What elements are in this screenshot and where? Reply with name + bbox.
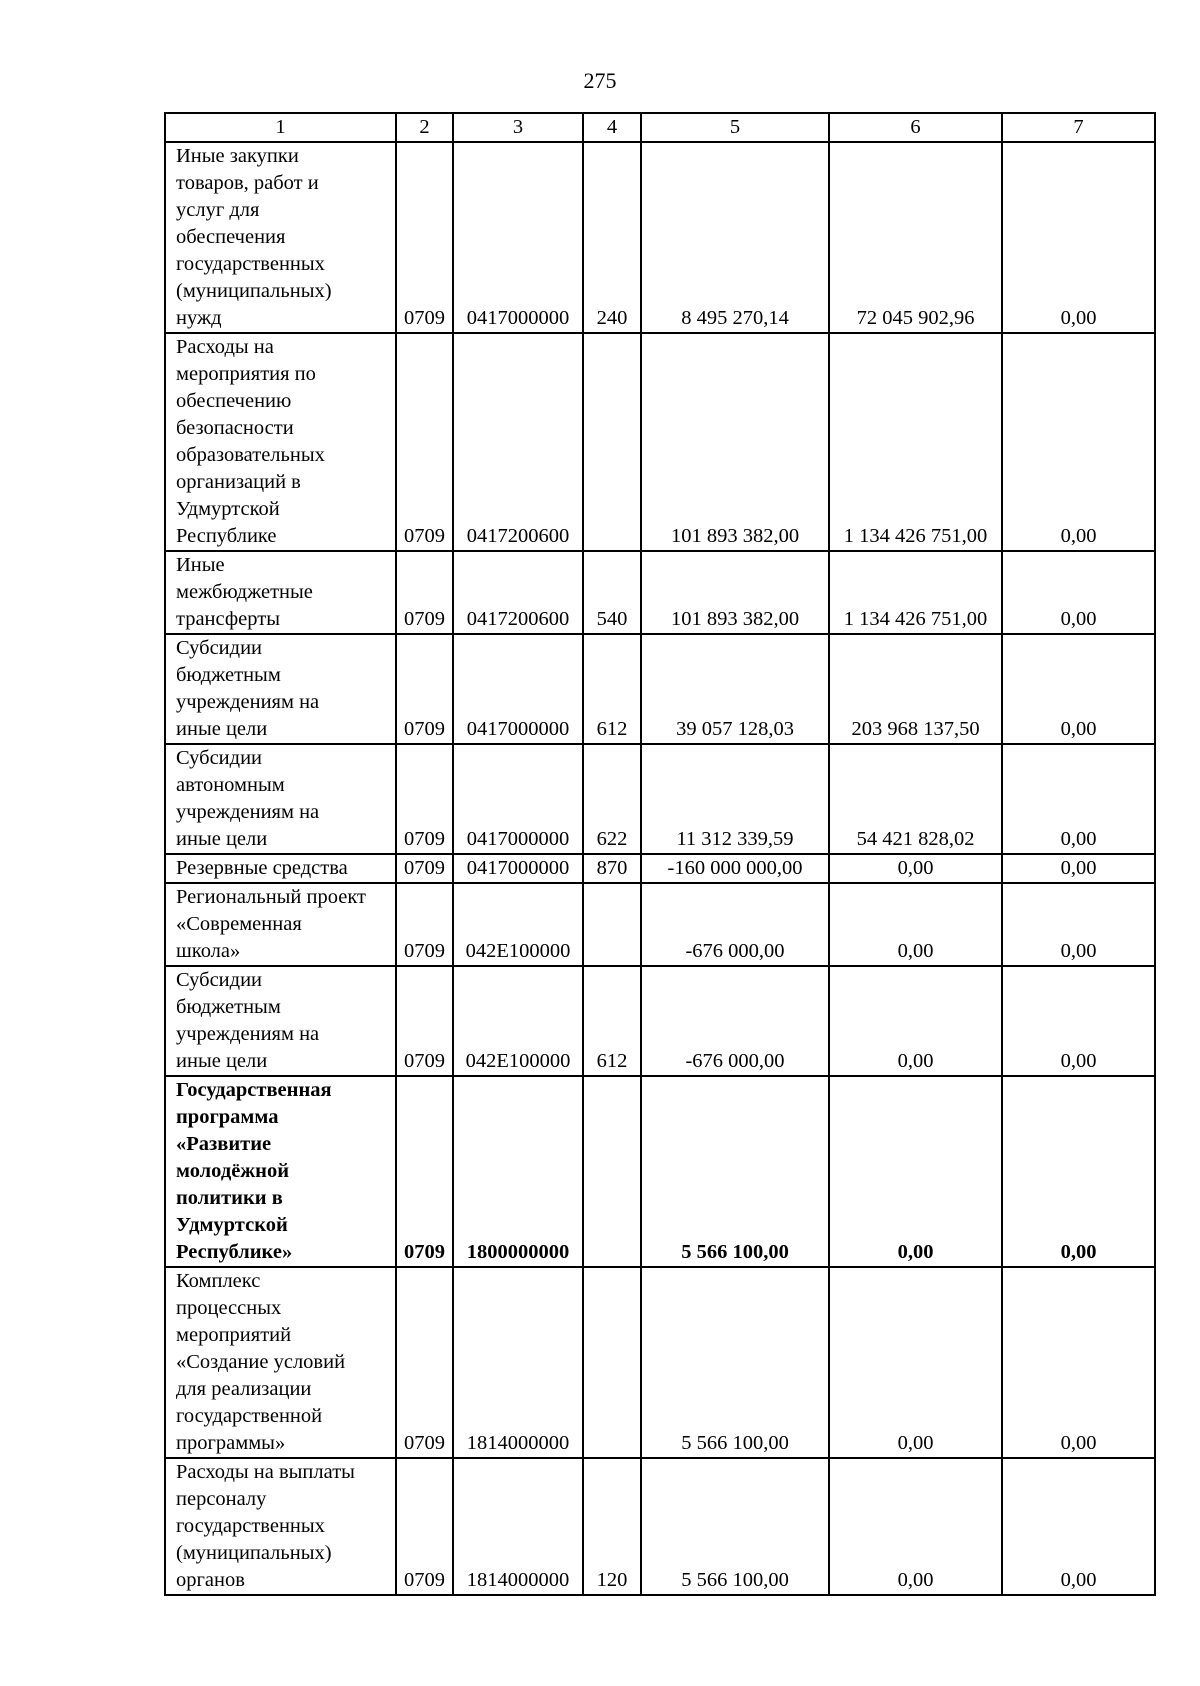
row-name-line: программа xyxy=(176,1106,279,1128)
row-name-line: иные цели xyxy=(176,1050,268,1072)
row-name-line: Расходы на выплаты xyxy=(176,1461,355,1483)
table-row xyxy=(165,1267,1155,1458)
row-name-line: Иные закупки xyxy=(176,145,299,167)
row-name-line: иные цели xyxy=(176,828,268,850)
target-article-cell: 1800000000 xyxy=(453,1076,583,1267)
table-row xyxy=(165,142,1155,333)
section-cell: 0709 xyxy=(396,333,453,551)
row-name-line: «Современная xyxy=(176,913,302,935)
target-article-cell: 042E100000 xyxy=(453,966,583,1076)
section-cell: 0709 xyxy=(396,744,453,854)
expense-type-cell: 120 xyxy=(583,1458,641,1595)
row-name-line: персоналу xyxy=(176,1488,267,1510)
amount-col7-cell: 0,00 xyxy=(1002,1267,1155,1458)
row-name-line: бюджетным xyxy=(176,996,281,1018)
amount-col6-cell: 1 134 426 751,00 xyxy=(829,333,1002,551)
amount-col6-cell: 0,00 xyxy=(829,854,1002,883)
amount-col5-cell: 8 495 270,14 xyxy=(641,142,829,333)
section-cell: 0709 xyxy=(396,634,453,744)
row-name-cell xyxy=(165,1267,396,1458)
amount-col7-cell: 0,00 xyxy=(1002,966,1155,1076)
header-col-4: 4 xyxy=(583,113,641,142)
row-name-line: иные цели xyxy=(176,718,268,740)
row-name-line: Комплекс xyxy=(176,1270,261,1292)
table-row xyxy=(165,854,1155,883)
amount-col7-cell: 0,00 xyxy=(1002,333,1155,551)
row-name-line: организаций в xyxy=(176,471,301,493)
expense-type-cell xyxy=(583,1267,641,1458)
row-name-line: Государственная xyxy=(176,1079,332,1101)
target-article-cell: 0417200600 xyxy=(453,551,583,634)
header-col-3: 3 xyxy=(453,113,583,142)
amount-col7-cell: 0,00 xyxy=(1002,854,1155,883)
row-name-line: Субсидии xyxy=(176,969,263,991)
row-name-line: обеспечению xyxy=(176,390,292,412)
amount-col5-cell: 101 893 382,00 xyxy=(641,551,829,634)
table-row xyxy=(165,744,1155,854)
header-col-1: 1 xyxy=(165,113,396,142)
table-row xyxy=(165,966,1155,1076)
amount-col7-cell: 0,00 xyxy=(1002,883,1155,966)
amount-col7-cell: 0,00 xyxy=(1002,1458,1155,1595)
header-col-5: 5 xyxy=(641,113,829,142)
row-name-cell xyxy=(165,883,396,966)
row-name-line: обеспечения xyxy=(176,226,286,248)
table-body xyxy=(165,113,1155,1595)
row-name-line: Резервные средства xyxy=(176,857,348,879)
expense-type-cell: 612 xyxy=(583,966,641,1076)
row-name-line: (муниципальных) xyxy=(176,280,332,302)
row-name-cell xyxy=(165,966,396,1076)
section-cell: 0709 xyxy=(396,854,453,883)
section-cell: 0709 xyxy=(396,883,453,966)
row-name-line: учреждениям на xyxy=(176,691,320,713)
row-name-line: «Развитие xyxy=(176,1133,272,1155)
target-article-cell: 1814000000 xyxy=(453,1458,583,1595)
table-row xyxy=(165,634,1155,744)
amount-col6-cell: 0,00 xyxy=(829,1267,1002,1458)
amount-col6-cell: 0,00 xyxy=(829,1458,1002,1595)
amount-col5-cell: 5 566 100,00 xyxy=(641,1267,829,1458)
row-name-line: Иные xyxy=(176,554,225,576)
row-name-cell xyxy=(165,551,396,634)
row-name-line: безопасности xyxy=(176,417,294,439)
amount-col7-cell: 0,00 xyxy=(1002,1076,1155,1267)
row-name-cell xyxy=(165,333,396,551)
header-col-2: 2 xyxy=(396,113,453,142)
row-name-line: молодёжной xyxy=(176,1160,290,1182)
row-name-line: государственных xyxy=(176,1515,325,1537)
row-name-line: государственных xyxy=(176,253,325,275)
row-name-line: нужд xyxy=(176,307,222,329)
row-name-line: автономным xyxy=(176,774,285,796)
amount-col5-cell: -160 000 000,00 xyxy=(641,854,829,883)
amount-col6-cell: 0,00 xyxy=(829,1076,1002,1267)
row-name-line: Республике» xyxy=(176,1241,293,1263)
target-article-cell: 1814000000 xyxy=(453,1267,583,1458)
row-name-line: школа» xyxy=(176,940,241,962)
expense-type-cell: 240 xyxy=(583,142,641,333)
row-name-cell xyxy=(165,142,396,333)
table-row xyxy=(165,1458,1155,1595)
expense-type-cell xyxy=(583,1076,641,1267)
row-name-cell xyxy=(165,744,396,854)
row-name-line: политики в xyxy=(176,1187,283,1209)
row-name-cell xyxy=(165,1458,396,1595)
target-article-cell: 0417200600 xyxy=(453,333,583,551)
row-name-line: для реализации xyxy=(176,1378,312,1400)
row-name-line: Субсидии xyxy=(176,637,263,659)
row-name-line: товаров, работ и xyxy=(176,172,319,194)
table-header-row xyxy=(165,113,1155,142)
amount-col7-cell: 0,00 xyxy=(1002,634,1155,744)
target-article-cell: 0417000000 xyxy=(453,744,583,854)
amount-col6-cell: 54 421 828,02 xyxy=(829,744,1002,854)
row-name-line: бюджетным xyxy=(176,664,281,686)
row-name-line: учреждениям на xyxy=(176,801,320,823)
row-name-line: Субсидии xyxy=(176,747,263,769)
section-cell: 0709 xyxy=(396,1267,453,1458)
amount-col5-cell: 5 566 100,00 xyxy=(641,1076,829,1267)
row-name-line: органов xyxy=(176,1569,245,1591)
row-name-cell xyxy=(165,1076,396,1267)
row-name-line: образовательных xyxy=(176,444,325,466)
row-name-line: Удмуртской xyxy=(176,1214,288,1236)
amount-col6-cell: 0,00 xyxy=(829,883,1002,966)
section-cell: 0709 xyxy=(396,1076,453,1267)
expense-type-cell: 870 xyxy=(583,854,641,883)
amount-col5-cell: 11 312 339,59 xyxy=(641,744,829,854)
expense-type-cell: 540 xyxy=(583,551,641,634)
amount-col5-cell: -676 000,00 xyxy=(641,883,829,966)
expense-type-cell: 622 xyxy=(583,744,641,854)
row-name-line: процессных xyxy=(176,1297,282,1319)
row-name-cell xyxy=(165,854,396,883)
row-name-line: Расходы на xyxy=(176,336,274,358)
row-name-line: Удмуртской xyxy=(176,498,280,520)
page-number: 275 xyxy=(583,68,617,93)
amount-col5-cell: 39 057 128,03 xyxy=(641,634,829,744)
row-name-line: программы» xyxy=(176,1432,286,1454)
row-name-cell xyxy=(165,634,396,744)
table-row xyxy=(165,551,1155,634)
row-name-line: учреждениям на xyxy=(176,1023,320,1045)
header-col-7: 7 xyxy=(1002,113,1155,142)
section-cell: 0709 xyxy=(396,142,453,333)
table-row xyxy=(165,1076,1155,1267)
section-cell: 0709 xyxy=(396,966,453,1076)
amount-col7-cell: 0,00 xyxy=(1002,142,1155,333)
target-article-cell: 042E100000 xyxy=(453,883,583,966)
row-name-line: мероприятий xyxy=(176,1324,292,1346)
target-article-cell: 0417000000 xyxy=(453,142,583,333)
row-name-line: (муниципальных) xyxy=(176,1542,332,1564)
target-article-cell: 0417000000 xyxy=(453,634,583,744)
amount-col5-cell: 5 566 100,00 xyxy=(641,1458,829,1595)
row-name-line: услуг для xyxy=(176,199,260,221)
row-name-line: трансферты xyxy=(176,608,280,630)
row-name-line: мероприятия по xyxy=(176,363,316,385)
amount-col5-cell: -676 000,00 xyxy=(641,966,829,1076)
amount-col7-cell: 0,00 xyxy=(1002,551,1155,634)
table-row xyxy=(165,333,1155,551)
row-name-line: Республике xyxy=(176,525,277,547)
table-row xyxy=(165,883,1155,966)
amount-col6-cell: 0,00 xyxy=(829,966,1002,1076)
amount-col6-cell: 72 045 902,96 xyxy=(829,142,1002,333)
expense-type-cell: 612 xyxy=(583,634,641,744)
amount-col6-cell: 203 968 137,50 xyxy=(829,634,1002,744)
expense-type-cell xyxy=(583,333,641,551)
expense-type-cell xyxy=(583,883,641,966)
amount-col5-cell: 101 893 382,00 xyxy=(641,333,829,551)
row-name-line: государственной xyxy=(176,1405,323,1427)
header-col-6: 6 xyxy=(829,113,1002,142)
amount-col7-cell: 0,00 xyxy=(1002,744,1155,854)
row-name-line: «Создание условий xyxy=(176,1351,346,1373)
target-article-cell: 0417000000 xyxy=(453,854,583,883)
section-cell: 0709 xyxy=(396,551,453,634)
row-name-line: Региональный проект xyxy=(176,886,366,908)
section-cell: 0709 xyxy=(396,1458,453,1595)
budget-table xyxy=(164,112,1156,1596)
amount-col6-cell: 1 134 426 751,00 xyxy=(829,551,1002,634)
row-name-line: межбюджетные xyxy=(176,581,313,603)
